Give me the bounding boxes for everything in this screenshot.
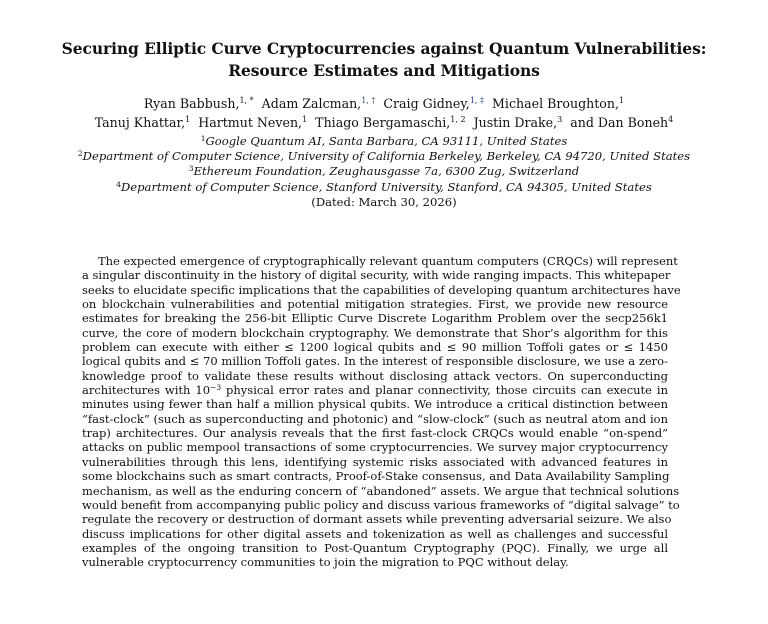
abstract-line: seeks to elucidate specific implications that the capabilities of developing quantum architectures have	[82, 282, 681, 297]
abstract-line: vulnerabilities through this lens, identifying systemic risks associated with advanced features in	[82, 454, 668, 469]
affiliation-item	[40, 180, 728, 195]
abstract-line: discuss implications for other digital assets and tokenization as well as challenges and successful	[82, 526, 668, 541]
paper-title	[40, 38, 728, 82]
abstract-line: estimates for breaking the 256-bit Elliptic Curve Discrete Logarithm Problem over the secp256k1	[82, 311, 668, 326]
abstract-line: architectures with $10^{-3}$ physical error rates and planar connectivity, those circuits can execute in	[82, 383, 668, 398]
author-line-1	[40, 94, 728, 113]
author-line-2	[40, 113, 728, 132]
abstract-line: would benefit from accompanying public policy and discuss various frameworks of “digital salvage” to	[82, 497, 680, 512]
affiliation-item	[40, 149, 728, 164]
affiliation-item	[40, 134, 728, 149]
affiliation-number: 2	[77, 149, 83, 159]
author-name: Craig Gidney,	[383, 96, 470, 111]
affiliation-text: Department of Computer Science, Stanford University, Stanford, CA 94305, United States	[120, 179, 652, 194]
abstract-line: some blockchains such as smart contracts, Proof-of-Stake consensus, and Data Availability Sampling	[82, 469, 670, 484]
title-line: Securing Elliptic Curve Cryptocurrencies against Quantum Vulnerabilities:	[61, 39, 707, 58]
affiliation-item	[40, 164, 728, 179]
abstract-line: knowledge proof to validate these results without disclosing attack vectors. On superconducting	[82, 368, 668, 383]
author-name: Justin Drake,	[473, 115, 558, 130]
author-affiliation-mark: 3	[557, 115, 563, 124]
abstract-line: logical qubits and ≤ 70 million Toffoli gates. In the interest of responsible disclosure, we use a zero-	[82, 354, 668, 369]
affiliation-number: 1	[200, 134, 206, 143]
abstract-line: examples of the ongoing transition to Post-Quantum Cryptography (PQC). Finally, we urge all	[82, 540, 668, 555]
abstract-line: The expected emergence of cryptographically relevant quantum computers (CRQCs) will represent	[98, 254, 678, 268]
author-name: Adam Zalcman,	[261, 96, 362, 111]
abstract-line: vulnerable cryptocurrency communities to join the migration to PQC without delay.	[82, 555, 569, 570]
title-line: Resource Estimates and Mitigations	[228, 61, 540, 80]
author-name: Thiago Bergamaschi,	[315, 115, 451, 130]
author-affiliation-mark: 1	[302, 115, 308, 124]
dated-line: (Dated: March 30, 2026)	[311, 195, 457, 209]
affiliation-text: Department of Computer Science, University of California Berkeley, Berkeley, CA 94720, United States	[82, 149, 691, 164]
author-list	[40, 94, 728, 132]
affiliation-number: 4	[116, 179, 121, 189]
abstract-line: problem can execute with either ≤ 1200 logical qubits and ≤ 90 million Toffoli gates or ≤ 1450	[82, 340, 668, 355]
abstract-line: minutes using fewer than half a million physical qubits. We introduce a critical distinction between	[82, 397, 668, 412]
affiliation-list	[40, 134, 728, 195]
abstract	[82, 254, 681, 570]
abstract-line: trap) architectures. Our analysis reveals that the first fast-clock CRQCs would enable “on-spend”	[82, 426, 668, 441]
author-affiliation-mark: 1	[619, 96, 625, 105]
author-name: Tanuj Khattar,	[94, 115, 186, 130]
author-affiliation-mark: 4	[668, 115, 674, 124]
abstract-line: on blockchain vulnerabilities and potential mitigation strategies. First, we provide new resource	[82, 297, 668, 312]
abstract-line: curve, the core of modern blockchain cryptography. We demonstrate that Shor’s algorithm for this	[82, 325, 668, 340]
abstract-line: mechanism, as well as the enduring concern of “abandoned” assets. We argue that technical solutions	[82, 483, 680, 498]
author-affiliation-mark[interactable]: 1, ‡	[469, 96, 484, 105]
author-name: Michael Broughton,	[492, 96, 619, 111]
abstract-line: “fast-clock” (such as superconducting and photonic) and “slow-clock” (such as neutral atom and ion	[82, 411, 668, 426]
author-affiliation-mark: 1, *	[239, 96, 254, 105]
affiliation-text: Google Quantum AI, Santa Barbara, CA 93111, United States	[205, 134, 568, 148]
author-affiliation-mark[interactable]: 1, †	[361, 96, 376, 105]
affiliation-number: 3	[188, 164, 194, 174]
abstract-line: attacks on public mempool transactions of some cryptocurrencies. We survey major cryptocurrency	[82, 440, 668, 455]
author-affiliation-mark: 1	[185, 115, 191, 124]
author-name: Hartmut Neven,	[198, 115, 303, 130]
affiliation-text: Ethereum Foundation, Zeughausgasse 7a, 6300 Zug, Switzerland	[193, 164, 580, 179]
abstract-line: a singular discontinuity in the history of digital security, with wide ranging impacts. This whitepaper	[82, 268, 671, 283]
author-name: Ryan Babbush,	[143, 96, 240, 111]
abstract-line: regulate the recovery or destruction of dormant assets while preventing adversarial seizure. We also	[82, 512, 672, 527]
author-affiliation-mark: 1, 2	[450, 115, 466, 124]
exponent: −3	[210, 383, 222, 393]
author-name: and Dan Boneh	[570, 115, 669, 130]
